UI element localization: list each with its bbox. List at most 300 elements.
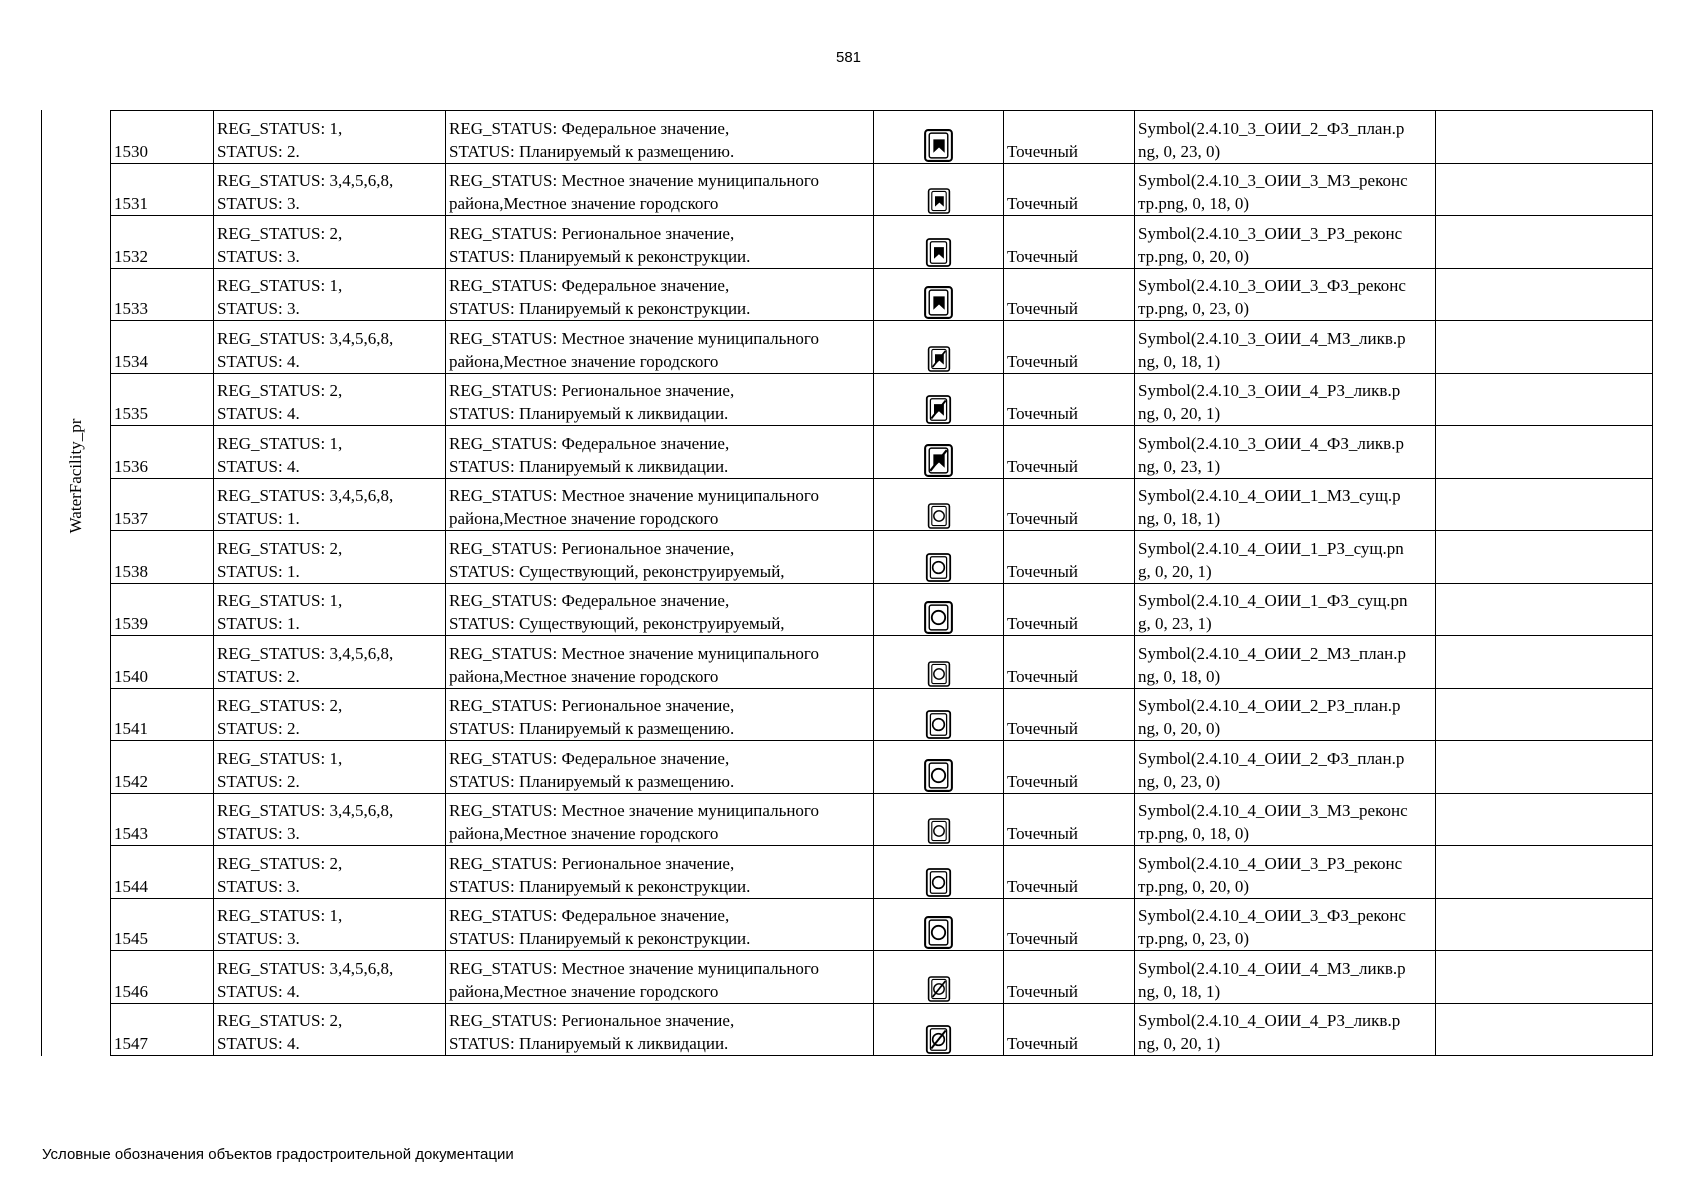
reg-status-cell xyxy=(214,268,446,321)
row-id: 1544 xyxy=(114,876,148,896)
table-row xyxy=(111,793,1653,846)
reg-status-line: REG_STATUS: 2, xyxy=(217,538,343,558)
building-arrow-icon xyxy=(923,128,954,163)
symbol-expression-cell xyxy=(1135,688,1436,741)
row-id-cell xyxy=(111,373,214,426)
symbol-expression-cell xyxy=(1135,583,1436,636)
status-line: STATUS: 4. xyxy=(217,351,300,371)
geometry-type-cell xyxy=(1004,636,1135,689)
description-cell xyxy=(446,898,874,951)
symbol-expression-line-1: Symbol(2.4.10_3_ОИИ_3_РЗ_реконс xyxy=(1138,223,1403,243)
description-cell xyxy=(446,688,874,741)
symbol-expression-cell xyxy=(1135,426,1436,479)
layer-label: WaterFacility_pr xyxy=(66,418,85,534)
building-circle-icon xyxy=(923,915,954,950)
row-id-cell xyxy=(111,688,214,741)
status-line: STATUS: 3. xyxy=(217,246,300,266)
empty-cell xyxy=(1436,531,1653,584)
symbol-expression-cell xyxy=(1135,478,1436,531)
geometry-type: Точечный xyxy=(1007,561,1079,581)
geometry-type: Точечный xyxy=(1007,981,1079,1001)
row-id: 1537 xyxy=(114,509,148,528)
reg-status-cell xyxy=(214,531,446,584)
description-line-2: STATUS: Планируемый к размещению. xyxy=(449,719,735,738)
description-line-1: REG_STATUS: Региональное значение, xyxy=(449,223,735,243)
symbol-expression-line-1: Symbol(2.4.10_4_ОИИ_1_ФЗ_сущ.pn xyxy=(1138,591,1408,610)
row-id: 1541 xyxy=(114,719,148,738)
empty-cell xyxy=(1436,1003,1653,1056)
description-cell xyxy=(446,531,874,584)
symbol-expression-cell xyxy=(1135,531,1436,584)
description-cell xyxy=(446,741,874,794)
symbol-expression-line-2: ng, 0, 20, 1) xyxy=(1138,404,1221,423)
reg-status-cell xyxy=(214,846,446,899)
reg-status-line: REG_STATUS: 1, xyxy=(217,118,343,138)
status-line: STATUS: 3. xyxy=(217,824,300,843)
description-line-2: STATUS: Планируемый к размещению. xyxy=(449,141,735,161)
geometry-type: Точечный xyxy=(1007,876,1079,896)
status-line: STATUS: 2. xyxy=(217,141,300,161)
reg-status-cell xyxy=(214,478,446,531)
building-arrow-crossed-icon xyxy=(923,443,954,478)
geometry-type: Точечный xyxy=(1007,929,1079,948)
reg-status-cell xyxy=(214,426,446,479)
table-row xyxy=(111,111,1653,164)
geometry-type-cell xyxy=(1004,268,1135,321)
description-line-1: REG_STATUS: Местное значение муниципального xyxy=(449,643,819,663)
reg-status-line: REG_STATUS: 1, xyxy=(217,906,343,925)
row-id-cell xyxy=(111,583,214,636)
geometry-type: Точечный xyxy=(1007,1034,1079,1053)
row-id-cell xyxy=(111,321,214,374)
symbol-cell xyxy=(874,531,1004,584)
symbol-cell xyxy=(874,478,1004,531)
symbol-expression-line-2: тр.png, 0, 18, 0) xyxy=(1138,194,1250,213)
symbol-expression-cell xyxy=(1135,216,1436,269)
description-cell xyxy=(446,478,874,531)
row-id: 1546 xyxy=(114,981,148,1001)
row-id-cell xyxy=(111,111,214,164)
symbol-expression-line-2: ng, 0, 23, 0) xyxy=(1138,141,1221,161)
description-cell xyxy=(446,268,874,321)
symbol-expression-line-2: ng, 0, 18, 1) xyxy=(1138,509,1221,528)
table-row xyxy=(111,688,1653,741)
row-id-cell xyxy=(111,1003,214,1056)
symbol-expression-line-1: Symbol(2.4.10_4_ОИИ_3_МЗ_реконс xyxy=(1138,801,1408,820)
status-line: STATUS: 4. xyxy=(217,404,300,423)
table-row xyxy=(111,373,1653,426)
table-row xyxy=(111,898,1653,951)
table-row xyxy=(111,741,1653,794)
status-line: STATUS: 3. xyxy=(217,194,300,213)
description-cell xyxy=(446,216,874,269)
building-arrow-icon xyxy=(927,187,951,215)
symbols-table xyxy=(110,110,1653,1056)
empty-cell xyxy=(1436,846,1653,899)
row-id-cell xyxy=(111,846,214,899)
geometry-type-cell xyxy=(1004,688,1135,741)
empty-cell xyxy=(1436,478,1653,531)
row-id-cell xyxy=(111,268,214,321)
status-line: STATUS: 3. xyxy=(217,299,300,318)
description-cell xyxy=(446,846,874,899)
geometry-type: Точечный xyxy=(1007,404,1079,423)
symbol-expression-line-1: Symbol(2.4.10_4_ОИИ_2_РЗ_план.p xyxy=(1138,696,1401,715)
geometry-type: Точечный xyxy=(1007,194,1079,213)
symbol-expression-line-2: тр.png, 0, 23, 0) xyxy=(1138,929,1250,948)
status-line: STATUS: 2. xyxy=(217,719,300,738)
row-id-cell xyxy=(111,216,214,269)
geometry-type-cell xyxy=(1004,846,1135,899)
reg-status-line: REG_STATUS: 1, xyxy=(217,748,343,768)
symbol-expression-cell xyxy=(1135,163,1436,216)
row-id: 1542 xyxy=(114,771,148,791)
table-row xyxy=(111,951,1653,1004)
description-cell xyxy=(446,426,874,479)
row-id: 1530 xyxy=(114,141,148,161)
description-line-2: района,Местное значение городского xyxy=(449,981,719,1001)
description-line-1: REG_STATUS: Федеральное значение, xyxy=(449,906,730,925)
description-cell xyxy=(446,321,874,374)
geometry-type: Точечный xyxy=(1007,824,1079,843)
reg-status-cell xyxy=(214,373,446,426)
description-line-2: STATUS: Планируемый к размещению. xyxy=(449,771,735,791)
reg-status-cell xyxy=(214,583,446,636)
description-line-2: района,Местное значение городского xyxy=(449,509,719,528)
description-line-2: STATUS: Существующий, реконструируемый, xyxy=(449,561,785,581)
geometry-type: Точечный xyxy=(1007,141,1079,161)
building-circle-icon xyxy=(927,660,951,688)
symbol-expression-cell xyxy=(1135,741,1436,794)
description-line-1: REG_STATUS: Местное значение муниципального xyxy=(449,958,819,978)
status-line: STATUS: 4. xyxy=(217,1034,300,1053)
geometry-type-cell xyxy=(1004,793,1135,846)
reg-status-cell xyxy=(214,1003,446,1056)
symbol-expression-line-2: тр.png, 0, 20, 0) xyxy=(1138,876,1250,896)
symbol-cell xyxy=(874,268,1004,321)
row-id: 1545 xyxy=(114,929,148,948)
geometry-type: Точечный xyxy=(1007,719,1079,738)
description-cell xyxy=(446,163,874,216)
status-line: STATUS: 1. xyxy=(217,561,300,581)
reg-status-line: REG_STATUS: 2, xyxy=(217,853,343,873)
row-id-cell xyxy=(111,426,214,479)
symbol-expression-line-2: ng, 0, 20, 1) xyxy=(1138,1034,1221,1053)
description-cell xyxy=(446,951,874,1004)
empty-cell xyxy=(1436,583,1653,636)
table-row xyxy=(111,1003,1653,1056)
status-line: STATUS: 3. xyxy=(217,876,300,896)
geometry-type: Точечный xyxy=(1007,614,1079,633)
geometry-type: Точечный xyxy=(1007,771,1079,791)
status-line: STATUS: 3. xyxy=(217,929,300,948)
description-line-2: STATUS: Планируемый к ликвидации. xyxy=(449,404,729,423)
geometry-type-cell xyxy=(1004,426,1135,479)
row-id: 1547 xyxy=(114,1034,148,1053)
symbol-expression-line-2: g, 0, 23, 1) xyxy=(1138,614,1212,633)
reg-status-cell xyxy=(214,216,446,269)
symbol-expression-cell xyxy=(1135,1003,1436,1056)
building-circle-icon xyxy=(925,552,952,583)
symbol-expression-line-2: ng, 0, 18, 1) xyxy=(1138,981,1221,1001)
symbol-expression-line-1: Symbol(2.4.10_3_ОИИ_2_ФЗ_план.p xyxy=(1138,118,1405,138)
symbol-cell xyxy=(874,793,1004,846)
symbol-expression-cell xyxy=(1135,321,1436,374)
geometry-type: Точечный xyxy=(1007,456,1079,476)
description-cell xyxy=(446,583,874,636)
row-id-cell xyxy=(111,898,214,951)
empty-cell xyxy=(1436,688,1653,741)
geometry-type-cell xyxy=(1004,373,1135,426)
description-cell xyxy=(446,793,874,846)
symbol-expression-line-1: Symbol(2.4.10_3_ОИИ_3_МЗ_реконс xyxy=(1138,171,1408,190)
building-arrow-icon xyxy=(923,285,954,320)
geometry-type-cell xyxy=(1004,898,1135,951)
symbol-expression-line-2: тр.png, 0, 18, 0) xyxy=(1138,824,1250,843)
description-line-1: REG_STATUS: Местное значение муниципального xyxy=(449,801,819,820)
description-line-1: REG_STATUS: Региональное значение, xyxy=(449,381,735,400)
reg-status-line: REG_STATUS: 3,4,5,6,8, xyxy=(217,958,394,978)
geometry-type: Точечный xyxy=(1007,509,1079,528)
reg-status-cell xyxy=(214,898,446,951)
description-line-1: REG_STATUS: Федеральное значение, xyxy=(449,748,730,768)
reg-status-cell xyxy=(214,321,446,374)
empty-cell xyxy=(1436,111,1653,164)
empty-cell xyxy=(1436,321,1653,374)
building-arrow-icon xyxy=(925,237,952,268)
description-line-1: REG_STATUS: Местное значение муниципального xyxy=(449,486,819,505)
symbol-expression-line-1: Symbol(2.4.10_4_ОИИ_4_РЗ_ликв.p xyxy=(1138,1011,1401,1030)
geometry-type-cell xyxy=(1004,583,1135,636)
reg-status-line: REG_STATUS: 2, xyxy=(217,696,343,715)
description-line-2: STATUS: Планируемый к ликвидации. xyxy=(449,456,729,476)
symbol-expression-line-1: Symbol(2.4.10_3_ОИИ_4_РЗ_ликв.p xyxy=(1138,381,1401,400)
reg-status-line: REG_STATUS: 1, xyxy=(217,433,343,453)
symbol-expression-line-1: Symbol(2.4.10_4_ОИИ_1_МЗ_сущ.p xyxy=(1138,486,1401,505)
empty-cell xyxy=(1436,268,1653,321)
description-line-1: REG_STATUS: Федеральное значение, xyxy=(449,433,730,453)
row-id: 1535 xyxy=(114,404,148,423)
symbol-expression-line-1: Symbol(2.4.10_4_ОИИ_3_РЗ_реконс xyxy=(1138,853,1403,873)
reg-status-line: REG_STATUS: 1, xyxy=(217,276,343,295)
status-line: STATUS: 4. xyxy=(217,456,300,476)
empty-cell xyxy=(1436,373,1653,426)
building-circle-crossed-icon xyxy=(925,1024,952,1055)
table-row xyxy=(111,163,1653,216)
row-id: 1532 xyxy=(114,246,148,266)
row-id-cell xyxy=(111,636,214,689)
symbol-expression-line-2: ng, 0, 18, 1) xyxy=(1138,351,1221,371)
footer-text: Условные обозначения объектов градостроительной документации xyxy=(42,1146,514,1163)
status-line: STATUS: 1. xyxy=(217,614,300,633)
symbol-expression-line-1: Symbol(2.4.10_4_ОИИ_2_МЗ_план.p xyxy=(1138,643,1406,663)
status-line: STATUS: 1. xyxy=(217,509,300,528)
symbol-expression-line-2: ng, 0, 23, 0) xyxy=(1138,771,1221,791)
row-id: 1536 xyxy=(114,456,148,476)
symbol-cell xyxy=(874,1003,1004,1056)
status-line: STATUS: 2. xyxy=(217,771,300,791)
description-line-1: REG_STATUS: Региональное значение, xyxy=(449,696,735,715)
row-id-cell xyxy=(111,478,214,531)
symbol-expression-cell xyxy=(1135,268,1436,321)
table-body xyxy=(111,111,1653,1056)
symbol-cell xyxy=(874,741,1004,794)
symbol-expression-line-1: Symbol(2.4.10_3_ОИИ_4_МЗ_ликв.p xyxy=(1138,328,1406,348)
table-row xyxy=(111,846,1653,899)
symbol-expression-line-1: Symbol(2.4.10_3_ОИИ_3_ФЗ_реконс xyxy=(1138,276,1406,295)
reg-status-line: REG_STATUS: 3,4,5,6,8, xyxy=(217,171,394,190)
geometry-type-cell xyxy=(1004,163,1135,216)
geometry-type-cell xyxy=(1004,531,1135,584)
symbol-cell xyxy=(874,688,1004,741)
description-cell xyxy=(446,636,874,689)
symbol-expression-line-2: ng, 0, 18, 0) xyxy=(1138,666,1221,686)
reg-status-cell xyxy=(214,951,446,1004)
side-rule xyxy=(41,110,42,1056)
page-number: 581 xyxy=(835,49,862,66)
description-line-2: STATUS: Планируемый к ликвидации. xyxy=(449,1034,729,1053)
description-line-2: района,Местное значение городского xyxy=(449,824,719,843)
table-row xyxy=(111,321,1653,374)
row-id-cell xyxy=(111,163,214,216)
description-line-2: STATUS: Существующий, реконструируемый, xyxy=(449,614,785,633)
description-line-2: STATUS: Планируемый к реконструкции. xyxy=(449,299,751,318)
geometry-type-cell xyxy=(1004,216,1135,269)
row-id: 1539 xyxy=(114,614,148,633)
symbol-cell xyxy=(874,636,1004,689)
description-line-2: района,Местное значение городского xyxy=(449,351,719,371)
geometry-type: Точечный xyxy=(1007,246,1079,266)
description-line-2: района,Местное значение городского xyxy=(449,194,719,213)
symbol-expression-line-2: g, 0, 20, 1) xyxy=(1138,561,1212,581)
symbol-expression-cell xyxy=(1135,111,1436,164)
building-circle-icon xyxy=(925,709,952,740)
description-cell xyxy=(446,373,874,426)
geometry-type-cell xyxy=(1004,321,1135,374)
geometry-type-cell xyxy=(1004,1003,1135,1056)
building-arrow-crossed-icon xyxy=(927,345,951,373)
symbol-expression-line-1: Symbol(2.4.10_4_ОИИ_2_ФЗ_план.p xyxy=(1138,748,1405,768)
geometry-type: Точечный xyxy=(1007,666,1079,686)
symbol-cell xyxy=(874,373,1004,426)
description-cell xyxy=(446,111,874,164)
table-row xyxy=(111,583,1653,636)
empty-cell xyxy=(1436,741,1653,794)
description-line-1: REG_STATUS: Федеральное значение, xyxy=(449,591,730,610)
reg-status-line: REG_STATUS: 2, xyxy=(217,223,343,243)
row-id: 1540 xyxy=(114,666,148,686)
symbol-expression-cell xyxy=(1135,951,1436,1004)
row-id: 1538 xyxy=(114,561,148,581)
reg-status-cell xyxy=(214,163,446,216)
reg-status-cell xyxy=(214,111,446,164)
row-id-cell xyxy=(111,741,214,794)
table-row xyxy=(111,531,1653,584)
symbol-cell xyxy=(874,583,1004,636)
symbol-expression-line-2: ng, 0, 23, 1) xyxy=(1138,456,1221,476)
geometry-type-cell xyxy=(1004,951,1135,1004)
reg-status-cell xyxy=(214,688,446,741)
row-id: 1543 xyxy=(114,824,148,843)
empty-cell xyxy=(1436,636,1653,689)
symbol-expression-cell xyxy=(1135,373,1436,426)
symbol-expression-cell xyxy=(1135,793,1436,846)
reg-status-cell xyxy=(214,636,446,689)
description-line-2: STATUS: Планируемый к реконструкции. xyxy=(449,876,751,896)
symbol-cell xyxy=(874,951,1004,1004)
status-line: STATUS: 4. xyxy=(217,981,300,1001)
row-id-cell xyxy=(111,531,214,584)
geometry-type-cell xyxy=(1004,741,1135,794)
description-line-2: STATUS: Планируемый к реконструкции. xyxy=(449,246,751,266)
reg-status-cell xyxy=(214,793,446,846)
table-row xyxy=(111,216,1653,269)
description-line-1: REG_STATUS: Федеральное значение, xyxy=(449,118,730,138)
empty-cell xyxy=(1436,216,1653,269)
description-line-2: района,Местное значение городского xyxy=(449,666,719,686)
table-row xyxy=(111,478,1653,531)
symbol-cell xyxy=(874,846,1004,899)
row-id-cell xyxy=(111,951,214,1004)
geometry-type-cell xyxy=(1004,111,1135,164)
description-line-1: REG_STATUS: Региональное значение, xyxy=(449,853,735,873)
geometry-type-cell xyxy=(1004,478,1135,531)
reg-status-line: REG_STATUS: 1, xyxy=(217,591,343,610)
symbol-expression-line-1: Symbol(2.4.10_4_ОИИ_3_ФЗ_реконс xyxy=(1138,906,1406,925)
status-line: STATUS: 2. xyxy=(217,666,300,686)
row-id: 1531 xyxy=(114,194,148,213)
symbol-expression-line-1: Symbol(2.4.10_3_ОИИ_4_ФЗ_ликв.p xyxy=(1138,433,1404,453)
symbol-cell xyxy=(874,426,1004,479)
row-id-cell xyxy=(111,793,214,846)
reg-status-line: REG_STATUS: 2, xyxy=(217,381,343,400)
reg-status-line: REG_STATUS: 2, xyxy=(217,1011,343,1030)
empty-cell xyxy=(1436,951,1653,1004)
empty-cell xyxy=(1436,793,1653,846)
reg-status-line: REG_STATUS: 3,4,5,6,8, xyxy=(217,643,394,663)
building-circle-icon xyxy=(927,817,951,845)
reg-status-line: REG_STATUS: 3,4,5,6,8, xyxy=(217,801,394,820)
description-cell xyxy=(446,1003,874,1056)
description-line-1: REG_STATUS: Региональное значение, xyxy=(449,538,735,558)
row-id: 1534 xyxy=(114,351,148,371)
description-line-1: REG_STATUS: Местное значение муниципального xyxy=(449,171,819,190)
symbol-cell xyxy=(874,321,1004,374)
geometry-type: Точечный xyxy=(1007,299,1079,318)
table-row xyxy=(111,268,1653,321)
symbol-expression-cell xyxy=(1135,636,1436,689)
symbol-expression-line-2: тр.png, 0, 23, 0) xyxy=(1138,299,1250,318)
reg-status-cell xyxy=(214,741,446,794)
symbol-expression-line-1: Symbol(2.4.10_4_ОИИ_1_РЗ_сущ.pn xyxy=(1138,538,1404,558)
description-line-2: STATUS: Планируемый к реконструкции. xyxy=(449,929,751,948)
building-circle-icon xyxy=(927,502,951,530)
symbol-cell xyxy=(874,216,1004,269)
table-row xyxy=(111,636,1653,689)
symbol-expression-cell xyxy=(1135,898,1436,951)
description-line-1: REG_STATUS: Федеральное значение, xyxy=(449,276,730,295)
symbol-cell xyxy=(874,163,1004,216)
symbol-expression-line-1: Symbol(2.4.10_4_ОИИ_4_МЗ_ликв.p xyxy=(1138,958,1406,978)
symbol-expression-line-2: тр.png, 0, 20, 0) xyxy=(1138,246,1250,266)
building-circle-icon xyxy=(923,600,954,635)
building-circle-icon xyxy=(923,758,954,793)
empty-cell xyxy=(1436,163,1653,216)
building-circle-icon xyxy=(925,867,952,898)
symbol-cell xyxy=(874,111,1004,164)
row-id: 1533 xyxy=(114,299,148,318)
reg-status-line: REG_STATUS: 3,4,5,6,8, xyxy=(217,486,394,505)
